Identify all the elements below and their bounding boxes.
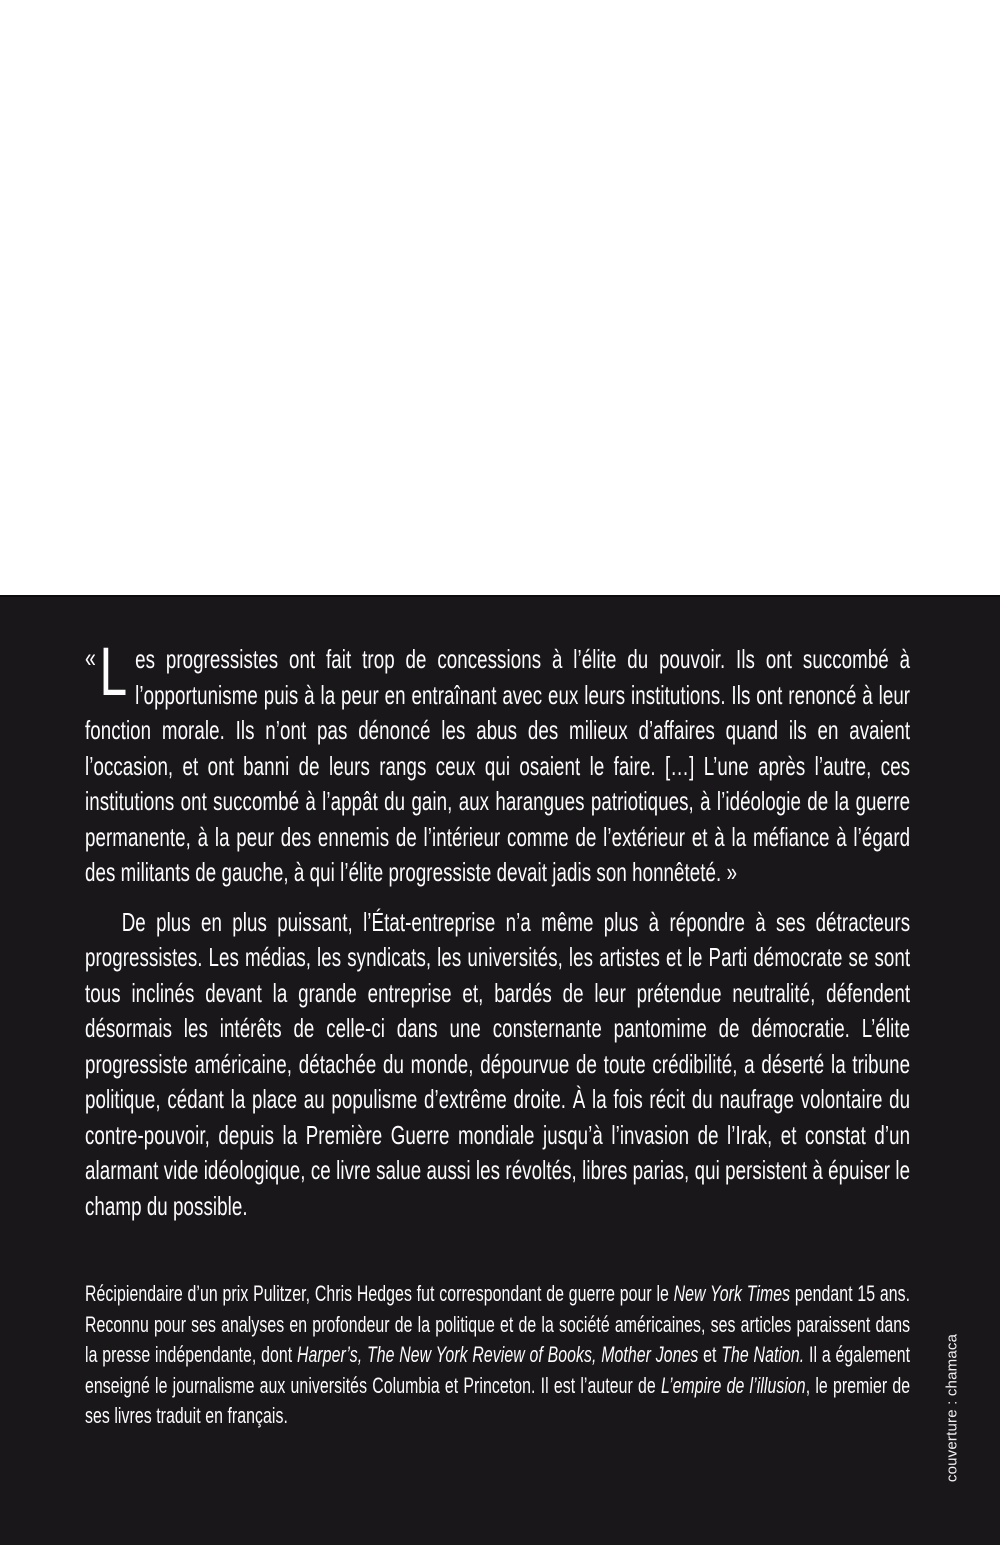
opening-guillemet: «	[85, 643, 96, 673]
drop-cap-letter: L	[99, 633, 128, 710]
synopsis-paragraph: De plus en plus puissant, l’État-entreprise n’a même plus à répondre à ses détracteurs progressistes. Les médias, les syndicats, les universités, les artistes et le Parti démocrate se sont tous inclinés devant la grande entreprise et, bardés de leur prétendue neutralité, défendent désormais les intérêts de celle-ci dans une consternante pantomime de démocratie. L’élite progressiste américaine, détachée du monde, dépourvue de toute crédibilité, a déserté la tribune politique, cédant la place au populisme d’extrême droite. À la fois récit du naufrage volontaire du contre-pouvoir, depuis la Première Guerre mondiale jusqu’à l’invasion de l’Irak, et constat d’un alarmant vide idéologique, ce livre salue aussi les révoltés, libres parias, qui persistent à épuiser le champ du possible.	[85, 906, 911, 1221]
quote-text: es progressistes ont fait trop de concessions à l’élite du pouvoir. Ils ont succombé à l’opportunisme puis à la peur en entraînant avec eux leurs institutions. Ils ont renoncé à leur fonction morale. Ils n’ont pas dénoncé les abus des milieux d’affaires quand ils en avaient l’occasion, et ont banni de leurs rangs ceux qui osaient le faire. […] L’une après l’autre, ces institutions ont succombé à l’appât du gain, aux harangues patriotiques, à l’idéologie de la guerre permanente, à la peur des ennemis de l’intérieur comme de l’extérieur et à la méfiance à l’égard des militants de gauche, à qui l’élite progressiste devait jadis son honnêteté. »	[85, 644, 911, 887]
cover-credit-text: couverture : chamaca	[943, 1333, 961, 1483]
author-bio-paragraph: Récipiendaire d’un prix Pulitzer, Chris Hedges fut correspondant de guerre pour le New York Times pendant 15 ans. Reconnu pour ses analyses en profondeur de la politique et de la société américaines, ses articles paraissent dans la presse indépendante, dont Harper’s, The New York Review of Books, Mother Jones et The Nation. Il a également enseigné le journalisme aux universités Columbia et Princeton. Il est l’auteur de L’empire de l’illusion, le premier de ses livres traduit en français.	[85, 1281, 911, 1428]
quote-paragraph	[85, 633, 911, 891]
drop-cap	[85, 633, 128, 711]
back-cover-text-column	[85, 633, 911, 1432]
